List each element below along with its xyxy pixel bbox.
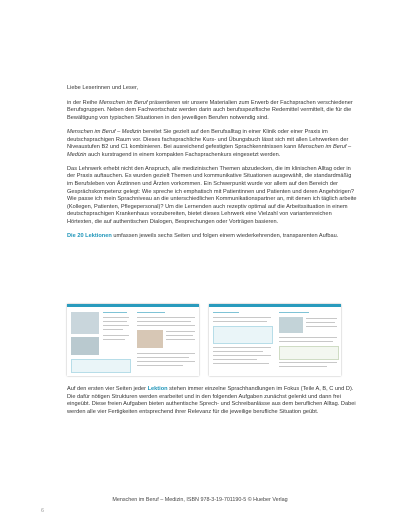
text-line — [279, 341, 333, 342]
heading-line — [137, 312, 165, 313]
paragraph-intro — [67, 100, 357, 123]
intro-text-b: präsentieren wir unsere Materialien zum Erwerb der Fachsprachen verschiedener Berufsgruppen. Neben dem Fachwortschatz werden darin auch berufsspezifische Redemittel vermittelt, die für die Bewältigung von typischen Situationen in den jeweiligen Berufen notwendig sind. — [67, 99, 353, 121]
text-line — [103, 325, 129, 326]
book-text-a: bereitet Sie gezielt auf den Berufsalltag in einer Klinik oder einer Praxis im deutschsprachigen Raum vor. Dieses fachsprachliche Kurs- und Übungsbuch lässt sich mit allen Lehrwerken der Niveaustufen B2 und C1 kombinieren. Bei ausreichend gefestigten Sprachkenntnissen kann — [67, 128, 349, 151]
text-line — [213, 321, 267, 322]
text-line — [306, 322, 335, 323]
text-line — [103, 317, 129, 318]
text-line — [213, 347, 271, 348]
text-line — [137, 353, 195, 354]
text-line — [137, 325, 195, 326]
paragraph-focus: Das Lehrwerk erhebt nicht den Anspruch, alle medizinischen Themen abzudecken, die im klinischen Alltag oder in der Praxis auftauchen. Es wurden gezielt Themen und kommunikative Situationen ausgewählt, die standardmäßig im Berufsleben von Ärztinnen und Ärzten vorkommen. Ein Schwerpunkt wurde vor allem auf den Bereich der Gesprächskompetenz gelegt: Wie spreche ich emphatisch mit Patientinnen und Patienten und deren Angehörigen? Wie passe ich mein Sprachniveau an die unterschiedlichen Kommunikationspartner an, mit denen ich täglich arbeite (Kollegen, Patienten, Pflegepersonal)? Um die Lernenden auch rezeptiv optimal auf die Arbeitssituation in einem deutschsprachigen Krankenhaus vorzubereiten, bietet dieses Lehrwerk eine Vielzahl von variantenreichen Hörtexten, die auf authentischen Dialogen, Besprechungen oder Vorträgen basieren. — [67, 165, 357, 225]
lesson-spread-preview — [67, 304, 339, 376]
paragraph-structure — [67, 233, 357, 241]
text-line — [279, 337, 337, 338]
book-text-b: auch kurstragend in einem kompakten Fachsprachenkurs eingesetzt werden. — [86, 151, 281, 158]
info-box — [279, 346, 339, 360]
text-line — [137, 321, 191, 322]
text-line — [137, 357, 189, 358]
salutation: Liebe Leserinnen und Leser, — [67, 85, 139, 91]
text-line — [279, 362, 337, 363]
heading-line — [279, 312, 309, 313]
text-line — [137, 365, 183, 366]
text-line — [279, 366, 327, 367]
text-line — [213, 363, 269, 364]
photo — [279, 317, 303, 333]
intro-text-a: in der Reihe — [67, 99, 99, 106]
structure-text: umfassen jeweils sechs Seiten und folgen einem wiederkehrenden, transparenten Aufbau. — [111, 232, 339, 239]
book-title: Menschen im Beruf – Medizin — [67, 128, 142, 135]
footer-credit: Menschen im Beruf – Medizin, ISBN 978-3-19-701190-5 © Hueber Verlag — [112, 497, 288, 503]
header-bar — [67, 304, 199, 307]
text-line — [166, 335, 193, 336]
text-line — [166, 331, 195, 332]
info-box — [71, 359, 131, 373]
spread-thumbnail-left — [67, 304, 199, 376]
lesson-text-a: Auf den ersten vier Seiten jeder — [67, 386, 148, 392]
text-line — [103, 329, 123, 330]
text-line — [213, 317, 271, 318]
heading-line — [103, 312, 127, 313]
heading-line — [213, 312, 239, 313]
lessons-highlight: Die 20 Lektionen — [67, 232, 112, 239]
paragraph-lesson-parts — [67, 386, 357, 416]
spread-thumbnail-right — [209, 304, 341, 376]
text-line — [103, 321, 127, 322]
header-bar — [209, 304, 341, 307]
text-line — [137, 317, 195, 318]
lesson-text-b: stehen immer einzelne Sprachhandlungen im Fokus (Teile A, B, C und D). Die dafür nötigen Strukturen werden erarbeitet und in den folgenden Aufgaben zunächst gelenkt und dann frei eingeübt. Diese freien Aufgaben bieten authentische Sprech- und Schreibanlässe aus dem beruflichen Alltag. Dabei werden alle vier Fertigkeiten entsprechend ihrer Relevanz für die jeweilige berufliche Situation geübt. — [67, 386, 356, 415]
series-title: Menschen im Beruf — [98, 99, 148, 106]
page-number: 6 — [41, 508, 44, 514]
book-title-repeat: Menschen im Beruf – Medizin — [67, 144, 352, 158]
paragraph-book — [67, 129, 357, 159]
text-line — [103, 339, 125, 340]
text-line — [213, 355, 271, 356]
text-line — [213, 359, 257, 360]
letter-body-continued — [67, 386, 357, 423]
text-line — [306, 318, 337, 319]
text-line — [306, 326, 337, 327]
lesson-highlight: Lektion — [147, 386, 168, 392]
photo — [137, 330, 163, 348]
text-line — [103, 335, 129, 336]
photo — [71, 337, 99, 355]
letter-body — [67, 85, 357, 247]
text-line — [137, 361, 195, 362]
text-line — [213, 351, 263, 352]
info-box — [213, 326, 273, 344]
text-line — [166, 339, 195, 340]
photo — [71, 312, 99, 334]
